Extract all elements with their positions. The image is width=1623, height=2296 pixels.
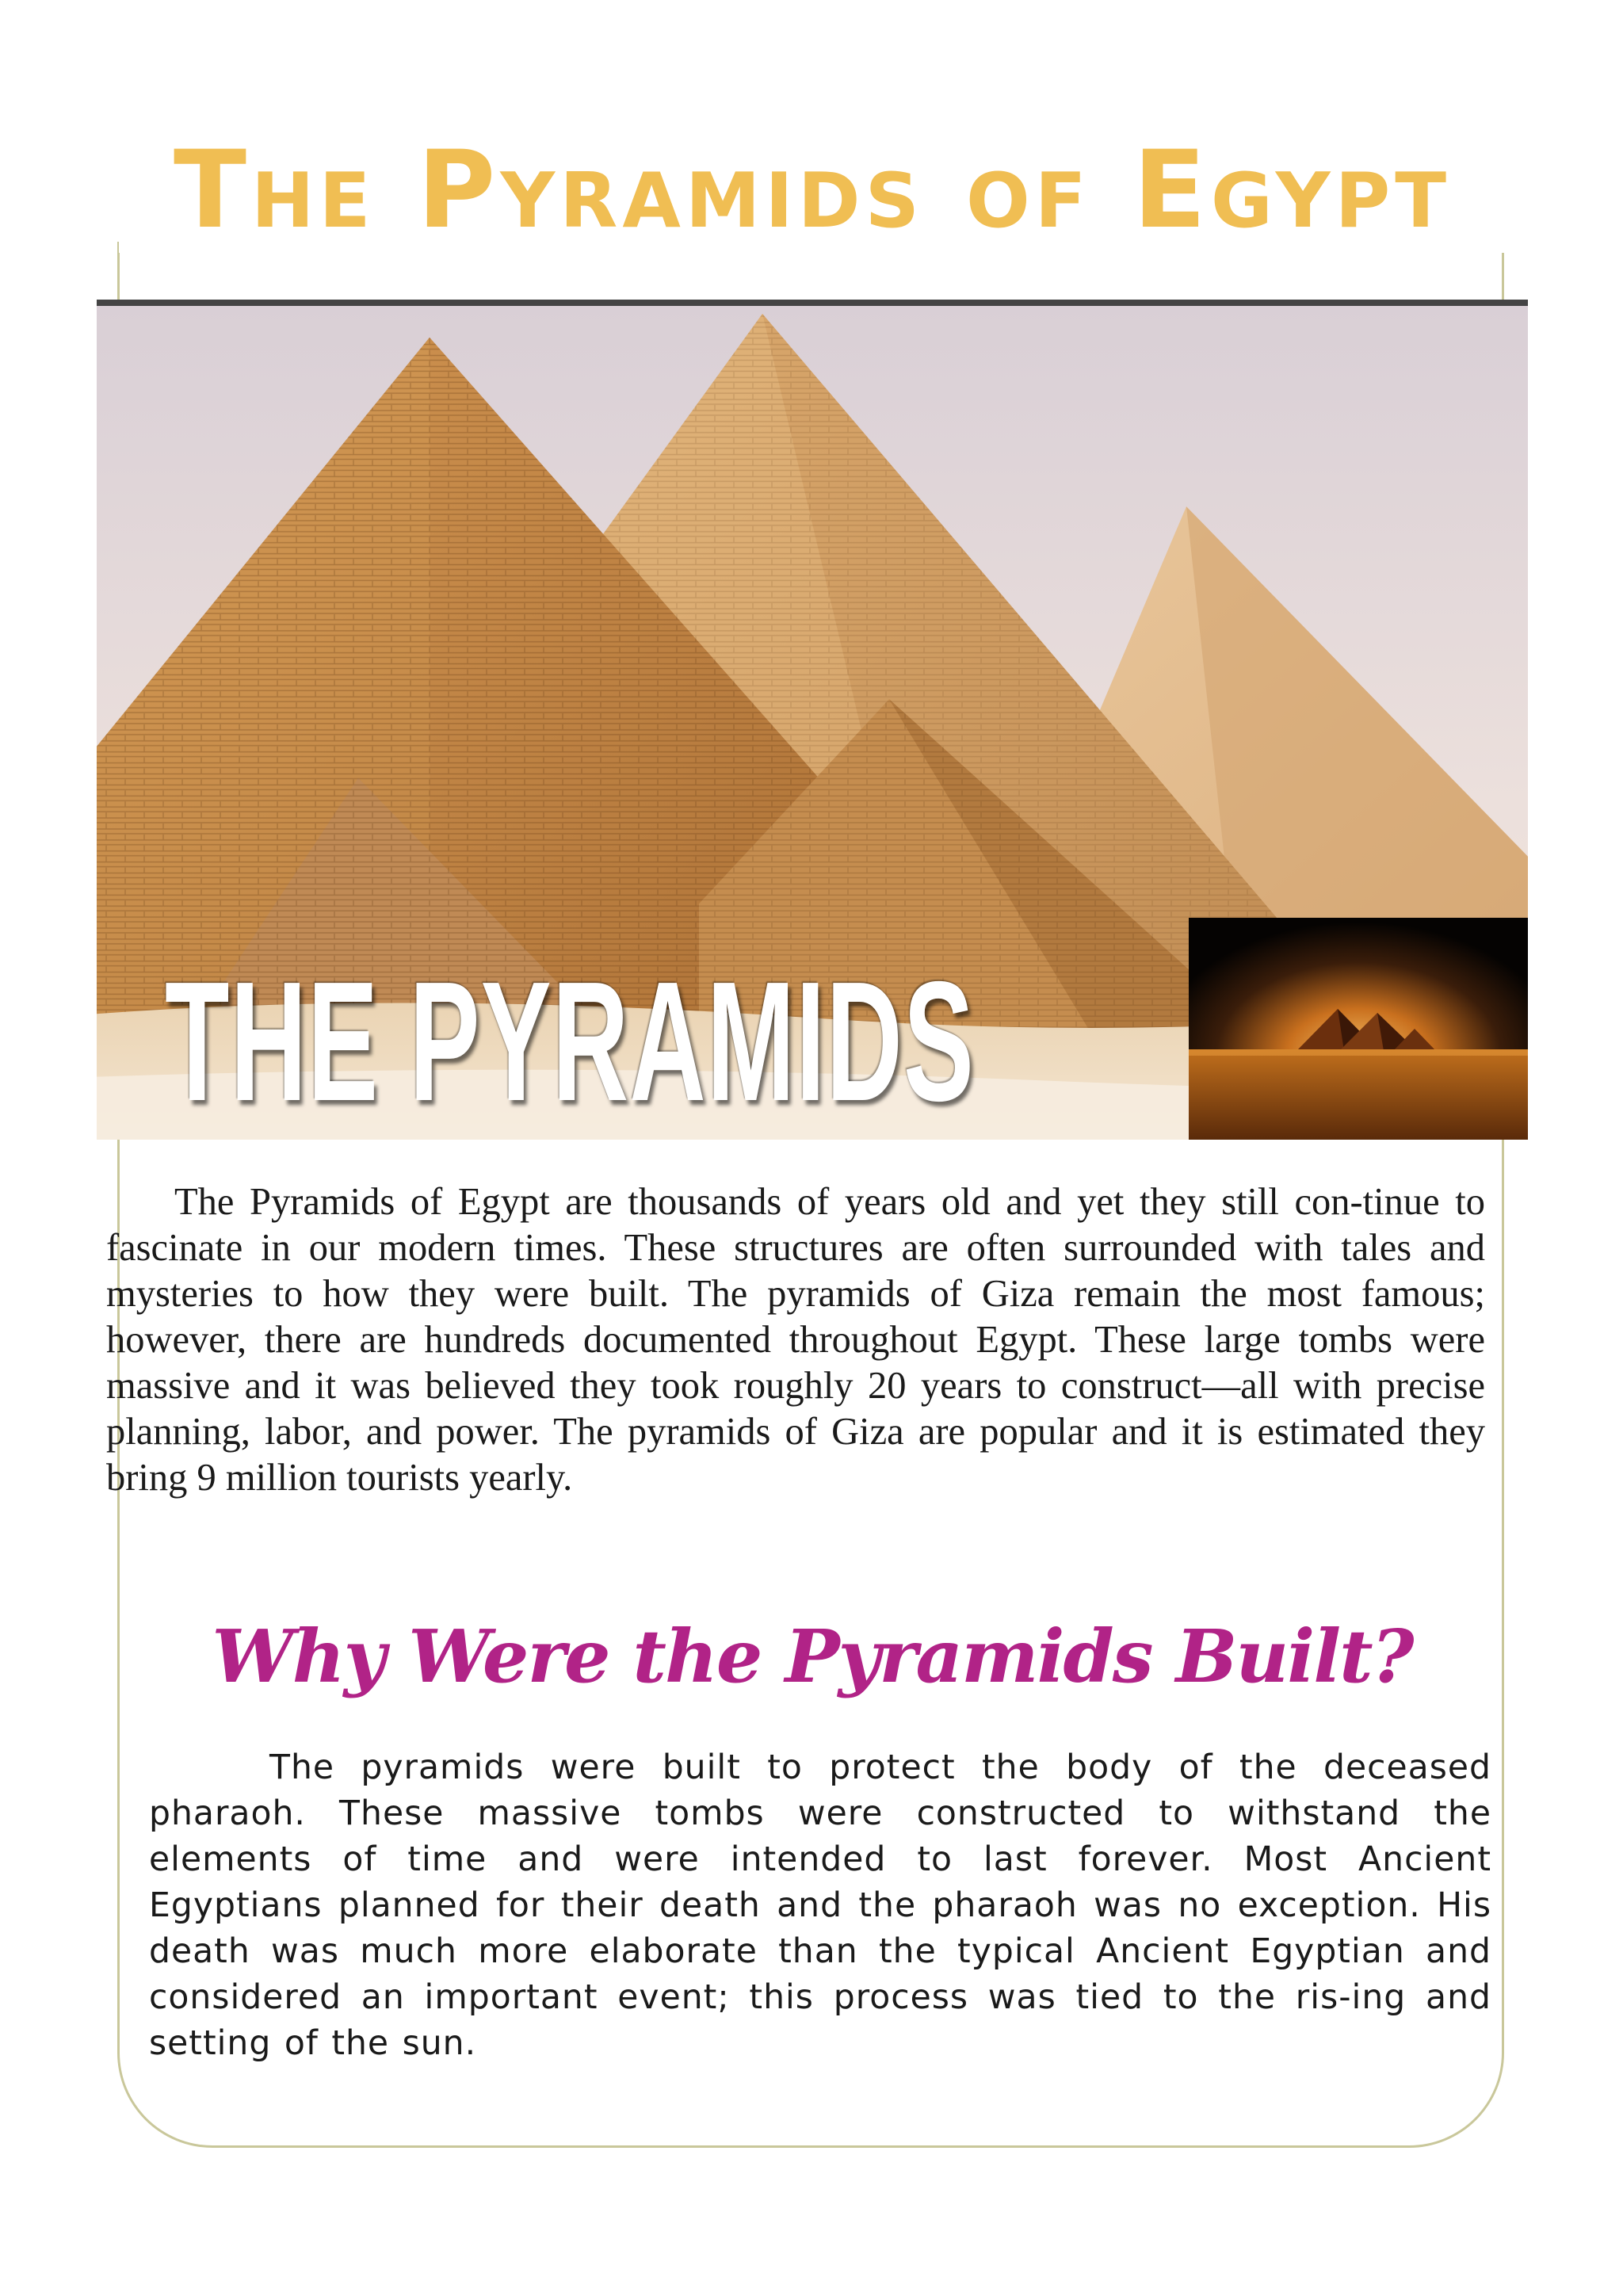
page-title: The Pyramids of Egypt — [119, 136, 1506, 253]
hero-caption: THE PYRAMIDS — [165, 946, 976, 1137]
intro-paragraph: The Pyramids of Egypt are thousands of years old and yet they still con-tinue to fascinate in our modern times. These structures are often surrounded with tales and mysteries to how they were built. The pyramids of Giza remain the most famous; however, there are hundreds documented throughout Egypt. These large tombs were massive and it was believed they took roughly 20 years to construct—all with precise planning, labor, and power. The pyramids of Giza are popular and it is estimated they bring 9 million tourists yearly. — [106, 1181, 1485, 1499]
sunset-illustration — [1189, 918, 1528, 1140]
sunset-pyramids-inset-image — [1189, 918, 1528, 1140]
section-paragraph: The pyramids were built to protect the body of the deceased pharaoh. These massive tombs were constructed to withstand the elements of time and were intended to last forever. Most Ancient Egyptians planned for their death and the pharaoh was no exception. His death was much more elaborate than the typical Ancient Egyptian and considered an important event; this process was tied to the ris-ing and setting of the sun. — [149, 1748, 1491, 2063]
section-heading: Why Were the Pyramids Built? — [212, 1614, 1413, 1699]
